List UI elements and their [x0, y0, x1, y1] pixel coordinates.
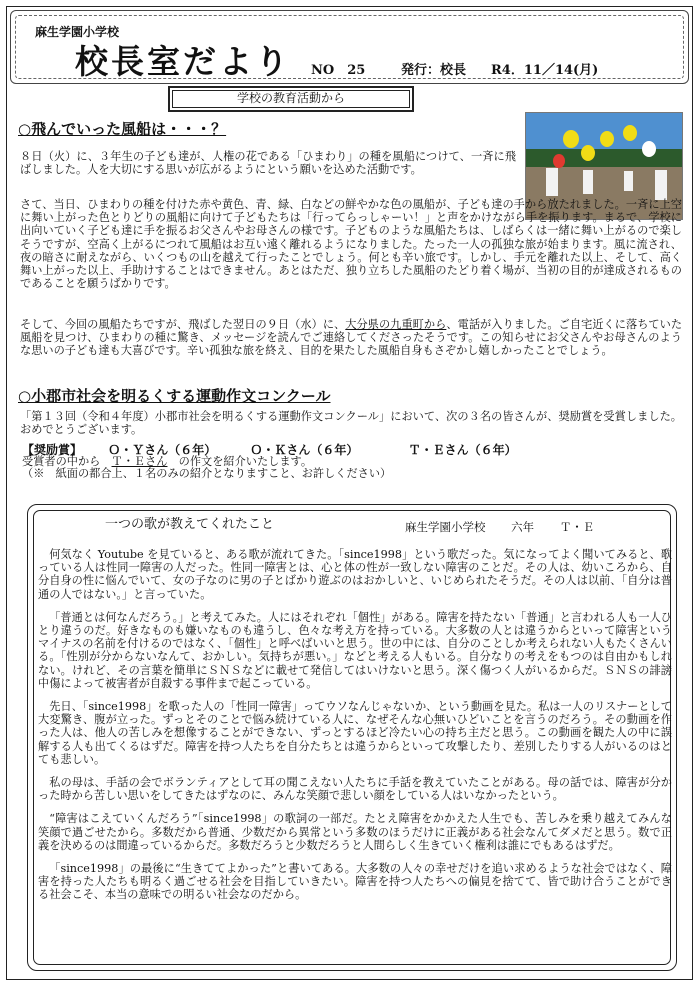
space-note: （※ 紙面の都合上、１名のみの紹介となりますこと、お許しください）: [22, 467, 392, 481]
essay-paragraph: 私の母は、手話の会でボランティアとして耳の聞こえない人たちに手話を教えていたことがある。母の話では、障害が分かった時から苦しい思いをしてきたはずなのに、みんな笑顔で悲しい顔をしている人はいなかったという。: [38, 776, 672, 803]
article1-p2: さて、当日、ひまわりの種を付けた赤や黄色、青、緑、白などの鮮やかな色の風船が、子ども達の手から放たれました。一斉に上空に舞い上がった色とりどりの風船に向けて子どもたちは「行ってらっしゃーい！」と声をかけながら手を振ります。まるで、学校に出向いていく子ども達に手を振るお父さんやお母さんの様です。子どものような風船たちは、しばらくは一緒に舞い上がるので楽しそうですが、空高く上がるにつれて風船はお互い遠く離れるようになりました。たった一人の孤独な旅が始まります。風に流され、夜の暗さに耐えながら、いくつもの山を越えて行ったことでしょう。何とも辛い旅です。しかし、手元を離れた以上、そして、高く舞い上がった以上、手助けすることはできません。あとはただ、独り立ちした風船のたどり着く場が、当初の目的が達成されるものであることを願うばかりです。: [20, 198, 682, 291]
location-underlined-text: 大分県の九重町から: [345, 318, 447, 331]
essay-author: Ｔ・Ｅ: [559, 520, 595, 534]
essay-paragraph: 何気なく Youtube を見ていると、ある歌が流れてきた。「since1998」という歌だった。気になってよく聞いてみると、歌っている人は性同一障害の人だった。性同一障害とは、心と体の性が一致しない障害のことだ。その人は、幼いころから、自分自身の性に悩んでいて、女の子なのに男の子とばかり遊ぶのはおかしいと、いじめられたそうだ。その人は以前、「自分は普通の人ではない。」と言っていた。: [38, 548, 672, 601]
article1-p3-text: そして、今回の風船たちですが、飛ばした翌日の９日（水）に、大分県の九重町から、電話が入りました。ご自宅近くに落ちていた風船を見つけ、ひまわりの種に驚き、メッセージを読んでご連絡してくださったそうです。この知らせにお父さんやお母さんのような思いの子ども達も大喜びです。辛い孤独な旅を終え、目的を果たした風船自身もさぞかし嬉しかったことでしょう。: [20, 318, 683, 358]
article2-heading: ○小郡市社会を明るくする運動作文コンクール: [18, 387, 331, 405]
essay-author-line: [405, 519, 594, 535]
essay-school: 麻生学園小学校: [405, 520, 486, 534]
essay-paragraph: 「since1998」の最後に“生きててよかった”と書いてある。大多数の人々の幸せだけを追い求めるような社会ではなく、障害を持った人たちも明るく過ごせる社会を目指していきたい。障害を持つ人たちへの偏見を捨てて、皆で助け合うことができる社会こそ、本当の意味での明るい社会なのだから。: [38, 862, 672, 902]
essay-title: 一つの歌が教えてくれたこと: [105, 517, 275, 532]
essay-paragraph: 先日、「since1998」を歌った人の「性同一障害」ってウソなんじゃないか、という動画を見た。私は一人のリスナーとして大変驚き、腹が立った。ずっとそのことで悩み続けている人に、なぜそんな心無いひどいことを言うのだろう。その動画を作った人は、他人の苦しみを想像することができない、ずっとするほど冷たい心の持ち主だと思う。この動画を観た人の中に誤解する人も出てくるはずだ。障害を持つ人たちを自分たちとは違うからといって攻撃したり、差別したりする人がいるのはとても悲しい。: [38, 700, 672, 766]
issue-number: NO 25: [311, 63, 366, 78]
article1-p1: ８日（火）に、３年生の子ども達が、人権の花である「ひまわり」の種を風船につけて、一斉に飛ばしました。人を大切にする思いが広がるようにという願いを込めた活動です。: [20, 150, 516, 177]
intro-line: 受賞者の中から Ｔ・Ｅさん の作文を紹介いたします。: [22, 455, 313, 468]
newsletter-title: 校長室だより: [75, 42, 291, 81]
essay-paragraph: 「普通とは何なんだろう。」と考えてみた。人にはそれぞれ「個性」がある。障害を持たない「普通」と言われる人も一人ひとり違うのだ。好きなものも嫌いなものも違うし、色々な考え方を持っている。大多数の人とは違うからといって障害というマイナスの名前を付けるのではなく、「個性」と呼べばいいと思う。世の中には、自分のことしか考えられない人もたくさんいる。「性別が分からないなんて、おかしい。気持ちが悪い。」などと考える人もいる。自分なりの考えをもつのは自由かもしれない。けれど、その言葉を簡単にＳＮＳなどに載せて発信してはいけないと思う。深く傷つく人がいるからだ。ＳＮＳの誹謗中傷によって被害者が自殺する事件まで起こっている。: [38, 610, 672, 690]
article2-p1: 「第１３回（令和４年度）小郡市社会を明るくする運動作文コンクール」において、次の３名の皆さんが、奨励賞を受賞しました。おめでとうございます。: [20, 410, 682, 437]
school-name-small: 麻生学園小学校: [35, 25, 120, 39]
winner-2: Ｏ・Ｋさん（６年）: [250, 443, 359, 457]
award-label: 【奨励賞】: [22, 443, 83, 457]
issuer: 発行：校長: [401, 63, 467, 78]
section-label: 学校の教育活動から: [168, 86, 414, 112]
winner-3: Ｔ・Ｅさん（６年）: [408, 443, 517, 457]
article1-heading: ○飛んでいった風船は・・・？: [18, 120, 227, 138]
winner-1: Ｏ・Ｙさん（６年）: [108, 443, 217, 457]
essay-paragraph: “障害はこえていくんだろう”「since1998」の歌詞の一部だ。たとえ障害をかかえた人生でも、苦しみを乗り越えてみんな笑顔で過ごせたから。多数だから普通、少数だから異常という多数のほうだけに正義がある社会なんてダメだと思う。数で正義を決めるのは間違っているからだ。多数だろうと少数だろうと人間らしく生きていく権利は誰にでもあるはずだ。: [38, 812, 672, 852]
issue-date: R4．11／14(月): [491, 63, 599, 78]
award-intro: [22, 456, 391, 480]
newsletter-header: [10, 10, 689, 84]
article1-p3: [20, 318, 682, 358]
essay-grade: 六年: [511, 520, 535, 534]
essay-body: [38, 548, 672, 902]
